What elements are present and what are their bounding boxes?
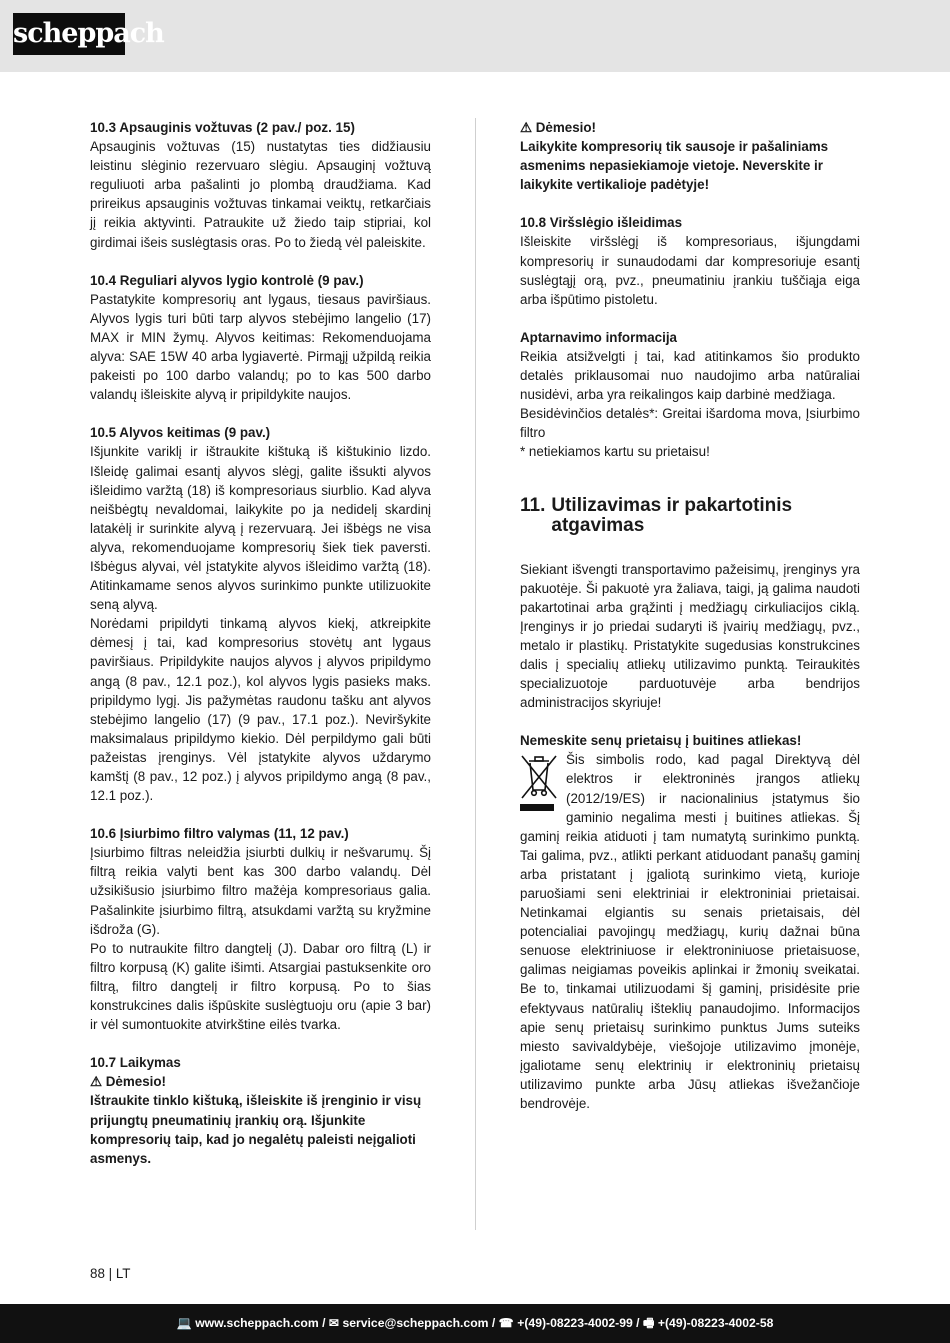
left-column <box>90 118 431 1168</box>
column-divider <box>475 118 476 1230</box>
section-10-7-warning-text: Ištraukite tinklo kištuką, išleiskite iš įrenginio ir visų prijungtų pneumatinių įrankių orą. Išjunkite kompresorių taip, kad jo negalėtų paleisti neįgalioti asmenys. <box>90 1093 422 1166</box>
section-10-8-title: 10.8 Viršslėgio išleidimas <box>520 215 683 231</box>
warning-label: ⚠ Dėmesio! <box>520 120 597 135</box>
scheppach-logo: scheppach <box>13 13 125 55</box>
weee-bar <box>520 804 554 811</box>
mail-icon: ✉ <box>328 1316 340 1330</box>
crossed-bin-icon <box>520 752 558 812</box>
section-11-title <box>520 496 860 536</box>
section-10-7-title: 10.7 Laikymas <box>90 1055 181 1071</box>
storage-warning-text: Laikykite kompresorių tik sausoje ir pašaliniams asmenims nepasiekiamoje vietoje. Neverskite ir laikykite vertikalioje padėtyje! <box>520 139 829 193</box>
service-info-note: * netiekiamos kartu su prietaisu! <box>520 444 710 460</box>
weee-title: Nemeskite senų prietaisų į buitines atliekas! <box>520 733 802 749</box>
section-10-5-text-1: Išjunkite variklį ir ištraukite kištuką iš kištukinio lizdo. Išleidę galimai esantį alyvos slėgį, galite išsukti alyvos išleidimo varžtą (18) iš kompresoriaus siurblio. Kad alyva neišbėgtų nevaldomai, laikykite po ja nedidelį skardinį latakėlį ir surinkite alyvą į rezervuarą. Jei išbėgs ne visa alyva, rekomenduojame kompresorių šiek tiek paversti. Išbėgus alyvai, vėl įstatykite alyvos išleidimo varžtą (18). Atitinkamame senos alyvos surinkimo punkte utilizuokite seną alyvą. <box>90 444 431 613</box>
weee-block <box>520 750 860 1113</box>
service-info-title: Aptarnavimo informacija <box>520 329 678 345</box>
page-number-value: 88 <box>90 1266 105 1281</box>
section-10-6-text-1: Įsiurbimo filtras neleidžia įsiurbti dulkių ir nešvarumų. Šį filtrą reikia valyti bent kas 300 darbo valandų. Dėl užsikišusio įsiurbimo filtro mažėja kompresoriaus galia. Pašalinkite įsiurbimo filtrą, atsukdami varžtą su kryžmine išdroža (G). <box>90 845 431 937</box>
phone-number: +(49)-08223-4002-99 <box>517 1316 633 1330</box>
phone-icon: ☎ <box>498 1316 514 1330</box>
section-11-text: Siekiant išvengti transportavimo pažeisimų, įrenginys yra pakuotėje. Ši pakuotė yra žaliava, taigi, ją galima naudoti pakartotinai arba grąžinti į medžiagų cirkuliacijos ciklą. Įrenginys ir jo priedai sudaryti iš įvairių medžiagų, pvz., metalo ir plastikų. Pristatykite sugedusias konstrukcines dalis į specialių atliekų utilizavimo punktą. Teiraukitės specializuotoje parduotuvėje arba bendrijos administracijos skyriuje! <box>520 561 860 711</box>
page-number: 88 | LT <box>90 1266 131 1281</box>
service-info-text: Reikia atsižvelgti į tai, kad atitinkamos šio produkto detalės priklausomai nuo naudojimo arba natūraliai nusidėvi, arba yra reikalingos kaip darbinė medžiaga. <box>520 348 860 403</box>
section-10-5-title: 10.5 Alyvos keitimas (9 pav.) <box>90 425 271 441</box>
section-10-4-title: 10.4 Reguliari alyvos lygio kontrolė (9 pav.) <box>90 272 364 288</box>
right-column <box>520 118 860 1113</box>
email-link[interactable]: service@scheppach.com <box>342 1316 489 1330</box>
section-11-number: 11. <box>520 494 546 516</box>
page-header <box>0 0 950 72</box>
page-language: LT <box>115 1266 131 1281</box>
fax-number: +(49)-08223-4002-58 <box>657 1316 774 1330</box>
service-info-parts: Besidėvinčios detalės*: Greitai išardoma mova, Įsiurbimo filtro <box>520 406 860 441</box>
section-10-8-text: Išleiskite viršslėgį iš kompresoriaus, išjungdami kompresorių ir sunaudodami dar kompresoriuje esantį suslėgtąjį orą, pvz., pneumatiniu įrankiu tuščiąja eiga arba išpūtimo pistoletu. <box>520 234 860 307</box>
fax-icon: 🖷 <box>642 1316 655 1330</box>
section-10-4-text: Pastatykite kompresorių ant lygaus, tiesaus paviršiaus. Alyvos lygis turi būti tarp alyvos stebėjimo langelio (17) MAX ir MIN žymų. Alyvos keitimas: Rekomenduojama alyva: SAE 15W 40 arba lygiavertė. Pirmąjį užpildą reikia pakeisti po 100 darbo valandų; po to kas 500 darbo valandų išleiskite alyvą ir pripildykite naujos. <box>90 291 431 403</box>
website-link[interactable]: www.scheppach.com <box>195 1316 319 1330</box>
section-10-3-title: 10.3 Apsauginis vožtuvas (2 pav./ poz. 15) <box>90 120 355 135</box>
section-10-6-text-2: Po to nutraukite filtro dangtelį (J). Dabar oro filtrą (L) ir filtro korpusą (K) galite išimti. Atsargiai pastuksenkite oro filtrą, filtro dangtelį ir filtro korpusą. Po to šias konstrukcines dalis išpūskite suslėgtuoju oru (apie 3 bar) ir vėl sumontuokite atvirkštine eilės tvarka. <box>90 940 431 1033</box>
contact-footer: 💻 www.scheppach.com / ✉ service@scheppach.com / ☎ +(49)-08223-4002-99 / 🖷 +(49)-08223-4002-58 <box>0 1304 950 1343</box>
warning-label: ⚠ Dėmesio! <box>90 1074 167 1090</box>
section-10-5-text-2: Norėdami pripildyti tinkamą alyvos kiekį, atkreipkite dėmesį į tai, kad kompresorius stovėtų ant lygaus paviršiaus. Pripildykite naujos alyvos į alyvos pripildymo angą (8 pav., 12.1 poz.), kol alyvos lygis pasieks maks. pripildymo lygį. Jis pažymėtas raudonu tašku ant alyvos stebėjimo langelio (17) (9 pav., 17.1 poz.). Neviršykite maksimalaus pripildymo kiekio. Dėl perpildymo gali būti pažeistas įrenginys. Vėl įstatykite alyvos uždarymo kamštį (8 pav., 12 poz.) į alyvos pripildymo angą (8 pav., 12.1 poz.). <box>90 616 431 804</box>
weee-text: Šis simbolis rodo, kad pagal Direktyvą dėl elektros ir elektroninės įrangos atliekų (2012/19/ES) ir nacionalinius įstatymus šio gaminio negalima mesti į buitines atliekas. Šį gaminį reikia atiduoti į tam numatytą surinkimo punktą. Tai galima, pvz., atlikti perkant atiduodant panašų gaminį arba pristatant į įgaliotą surinkimo vietą, kurioje paruošiami seni elektriniai ir elektroniniai prietaisai. Netinkamai elgiantis su senais prietaisais, dėl potencialiai pavojingų medžiagų, kurių dažnai būna senuose elektriniuose ir elektroniniuose prietaisuose, galimas neigiamas poveikis aplinkai ir žmonių sveikatai. Be to, tinkamai utilizuodami šį gaminį, prisidėsite prie efektyvaus natūralių išteklių panaudojimo. Informacijos apie senų prietaisų surinkimo punktus Jums suteiks miesto savivaldybėje, viešojoje utilizavimo įmonėje, įgaliotame senų elektrinių ir elektroninių prietaisų utilizavimo punkte arba Jūsų atliekas išvežančioje bendrovėje. <box>520 752 860 1112</box>
section-10-6-title: 10.6 Įsiurbimo filtro valymas (11, 12 pav.) <box>90 826 349 842</box>
computer-icon: 💻 <box>176 1316 192 1330</box>
section-11-heading: Utilizavimas ir pakartotinis atgavimas <box>551 494 793 536</box>
section-10-3-text: Apsauginis vožtuvas (15) nustatytas ties didžiausiu leistinu slėginio rezervuaro slėgiu. Apsauginį vožtuvą reguliuoti arba pašalinti jo plombą draudžiama. Kad prireikus apsauginis vožtuvas tinkamai veiktų, retkarčiais jį reikia aktyvinti. Patraukite už žiedo taip stipriai, kol girdimai išeis suslėgtasis oras. Po to žiedą vėl paleiskite. <box>90 139 431 250</box>
